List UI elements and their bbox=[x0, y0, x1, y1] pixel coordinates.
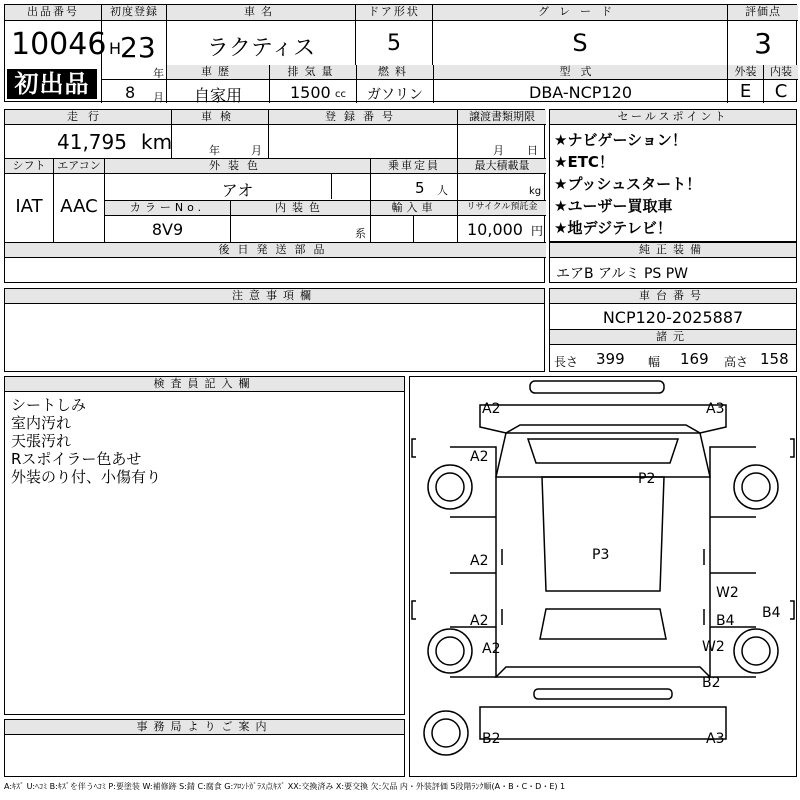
inspector-label: 検査員記入欄 bbox=[5, 377, 404, 392]
height-label: 高さ bbox=[724, 355, 749, 369]
inspection-label: 車検 bbox=[172, 110, 268, 125]
length-label: 長さ bbox=[554, 355, 579, 369]
aircon: AAC bbox=[60, 196, 98, 217]
fuel: ガソリン bbox=[367, 87, 423, 103]
score: 3 bbox=[754, 27, 772, 60]
color-label: 外装色 bbox=[105, 159, 370, 174]
lot-number: 10046 bbox=[11, 27, 107, 62]
damage-mark: B4 bbox=[716, 613, 735, 629]
chassis-number: NCP120-2025887 bbox=[602, 308, 744, 327]
damage-mark: W2 bbox=[702, 639, 725, 655]
damage-mark: P2 bbox=[638, 471, 656, 487]
legend: A:ｷｽﾞ U:ﾍｺﾐ B:ｷｽﾞを伴うﾍｺﾐ P:要塗装 W:補修跡 S:錆 C:腐食 G:ﾌﾛﾝﾄｶﾞﾗｽ点ｷｽﾞ XX:交換済み X:要交換 欠:欠品 内・外装評価 5段階ﾗﾝｸ順(A・B・C・D・E) 1 bbox=[4, 782, 566, 791]
caution-section bbox=[4, 288, 545, 372]
sales-point: ★プッシュスタート！ bbox=[554, 175, 702, 193]
era: H bbox=[109, 39, 122, 58]
header-section bbox=[4, 4, 797, 105]
shift-label: シフト bbox=[5, 159, 53, 174]
transfer-month-unit: 月 bbox=[493, 144, 504, 157]
equipment-label: 純正装備 bbox=[550, 243, 796, 258]
displacement: 1500 bbox=[290, 83, 331, 102]
chassis-label: 車台番号 bbox=[550, 289, 796, 304]
recycle: 10,000 bbox=[467, 220, 523, 239]
model-label: 型式 bbox=[434, 65, 727, 80]
displacement-label: 排気量 bbox=[270, 65, 356, 80]
inspector-note: 室内汚れ bbox=[11, 414, 72, 432]
plate-label: 登録番号 bbox=[269, 110, 457, 125]
sales-points-section bbox=[549, 109, 797, 242]
mileage: 41,795 bbox=[57, 130, 127, 154]
office-section bbox=[4, 719, 405, 777]
first-reg-label: 初度登録 bbox=[102, 5, 166, 21]
lot-number-label: 出品番号 bbox=[5, 5, 101, 21]
recycle-label: リサイクル預託金 bbox=[458, 201, 546, 216]
equipment-value: エアB アルミ PS PW bbox=[556, 266, 689, 282]
sales-point: ★ナビゲーション！ bbox=[554, 131, 687, 149]
damage-mark: P3 bbox=[592, 547, 610, 563]
damage-mark: A2 bbox=[470, 449, 489, 465]
inspector-note: 天張汚れ bbox=[11, 432, 72, 450]
door-label: ドア形状 bbox=[356, 5, 432, 21]
inspector-note: 外装のり付、小傷有り bbox=[11, 468, 162, 486]
import-label: 輸入車 bbox=[371, 201, 457, 216]
capacity-label: 乗車定員 bbox=[371, 159, 457, 174]
sales-points-label: セールスポイント bbox=[550, 110, 796, 125]
height: 158 bbox=[760, 350, 789, 368]
damage-mark: W2 bbox=[716, 585, 739, 601]
exterior-grade: E bbox=[739, 81, 752, 102]
damage-mark: A2 bbox=[470, 553, 489, 569]
car-name-label: 車名 bbox=[167, 5, 355, 21]
first-listing-text: 初出品 bbox=[14, 70, 90, 98]
interior-label: 内装 bbox=[764, 65, 798, 80]
damage-mark: A2 bbox=[470, 613, 489, 629]
color-no-label: カラーNo. bbox=[105, 201, 230, 216]
doors: 5 bbox=[387, 31, 401, 56]
transfer-day-unit: 日 bbox=[527, 144, 538, 157]
transfer-label: 譲渡書類期限 bbox=[458, 110, 546, 125]
month-unit: 月 bbox=[153, 91, 164, 104]
first-listing-badge bbox=[7, 69, 97, 99]
damage-mark: A2 bbox=[482, 401, 501, 417]
width-label: 幅 bbox=[648, 355, 661, 369]
damage-mark: A3 bbox=[706, 731, 725, 747]
sales-point: ★ユーザー買取車 bbox=[554, 197, 673, 215]
int-color-label: 内装色 bbox=[231, 201, 370, 216]
interior-grade: C bbox=[774, 81, 788, 102]
specs-label: 諸元 bbox=[550, 330, 796, 345]
chassis-section bbox=[549, 288, 797, 372]
history-label: 車歴 bbox=[167, 65, 269, 80]
width: 169 bbox=[680, 350, 709, 368]
damage-mark: B4 bbox=[762, 605, 781, 621]
damage-mark: A2 bbox=[482, 641, 501, 657]
color-no: 8V9 bbox=[151, 220, 184, 239]
year-unit: 年 bbox=[153, 67, 164, 80]
mileage-label: 走行 bbox=[5, 110, 171, 125]
aircon-label: エアコン bbox=[54, 159, 104, 174]
score-label: 評価点 bbox=[728, 5, 798, 21]
load-label: 最大積載量 bbox=[458, 159, 546, 174]
capacity: 5 bbox=[415, 179, 425, 197]
mileage-unit: km bbox=[141, 130, 173, 154]
inspector-section bbox=[4, 376, 405, 715]
model: DBA-NCP120 bbox=[529, 83, 632, 102]
inspector-note: Rスポイラー色あせ bbox=[11, 450, 142, 468]
damage-diagram bbox=[409, 376, 797, 777]
equipment-section bbox=[549, 242, 797, 283]
damage-mark: B2 bbox=[702, 675, 721, 691]
history: 自家用 bbox=[193, 86, 242, 105]
car-name: ラクティス bbox=[206, 36, 316, 61]
damage-mark: A3 bbox=[706, 401, 725, 417]
car-outline-diagram bbox=[410, 377, 796, 776]
exterior-label: 外装 bbox=[728, 65, 763, 80]
office-label: 事務局よりご案内 bbox=[5, 720, 404, 735]
sales-point: ★地デジテレビ！ bbox=[554, 219, 672, 237]
capacity-unit: 人 bbox=[437, 184, 448, 197]
damage-mark: B2 bbox=[482, 731, 501, 747]
later-parts-label: 後日発送部品 bbox=[5, 243, 546, 258]
recycle-unit: 円 bbox=[531, 224, 544, 238]
sales-point: ★ETC！ bbox=[554, 153, 614, 171]
length: 399 bbox=[596, 350, 625, 368]
reg-month: 8 bbox=[125, 83, 136, 102]
shift: IAT bbox=[15, 196, 43, 217]
displacement-unit: cc bbox=[335, 89, 346, 100]
color: アオ bbox=[221, 181, 254, 200]
fuel-label: 燃料 bbox=[357, 65, 433, 80]
grade: S bbox=[572, 29, 588, 57]
grade-label: グレード bbox=[433, 5, 727, 21]
details-section bbox=[4, 109, 545, 283]
inspection-year-unit: 年 bbox=[209, 144, 220, 157]
caution-label: 注意事項欄 bbox=[5, 289, 544, 304]
load-unit: kg bbox=[529, 186, 542, 197]
inspector-note: シートしみ bbox=[11, 396, 87, 414]
inspection-month-unit: 月 bbox=[251, 144, 262, 157]
int-color-unit: 系 bbox=[355, 227, 366, 240]
reg-year: 23 bbox=[120, 31, 156, 64]
